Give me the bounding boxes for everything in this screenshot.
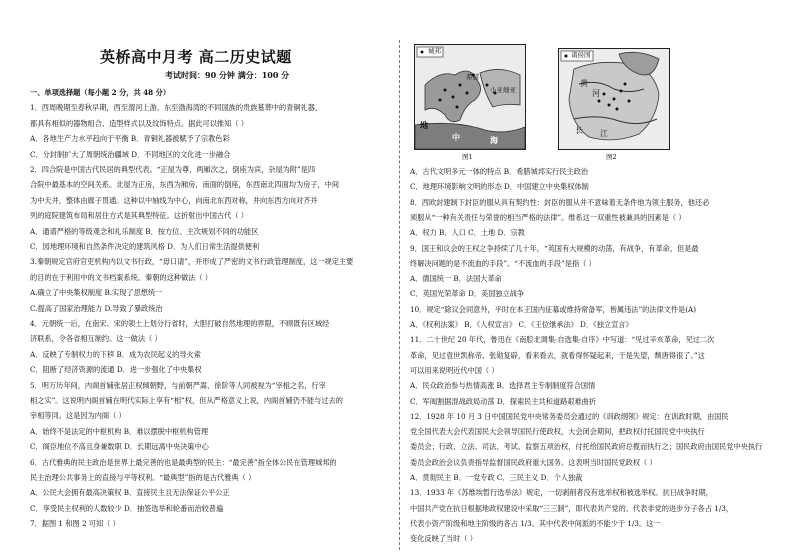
column-divider	[399, 40, 400, 550]
right-text-line: 委员会；行政、立法、司法、考试、监察五项治权，付托给国民政府总揽而执行之；国民政府由国民党中央执行	[410, 442, 763, 452]
left-text-line: C.提高了国家治理能力 D.导致了暴政统治	[30, 303, 163, 313]
right-text-line: A．贯彻民主 B．一党专政 C．三民主义 D．个人独裁	[410, 473, 583, 482]
left-text-line: 一、单项选择题（每小题 2 分，共 48 分）	[30, 88, 171, 97]
left-text-line: 3.秦朝规定官府官吏机构内以文书行政，“毋口请”，并形成了严密的文书行政管理制度，这一规定主要	[30, 257, 354, 267]
right-text-line: 代表小资产阶级和地主阶级的各占 1/3。其中代表中间派的不能少于 1/3。这一	[410, 518, 661, 528]
fig1-label-zhong: 中	[452, 132, 460, 142]
left-text-line: A．始终不是法定的中枢机构 B．难以摆脱中枢机构管理	[30, 426, 209, 436]
left-text-line: 宰相等同。这是因为内阁（ ）	[30, 411, 126, 421]
fig1-label-hai: 海	[490, 135, 498, 145]
left-text-line: C．分封制扩大了周朝统治疆域 D．不同地区的文化进一步融合	[30, 149, 231, 159]
right-text-line: A．民众政治参与热情高涨 B．选择君主专制制度符合国情	[410, 381, 596, 391]
left-text-line: A.确立了中央集权制度 B.实现了思想统一	[30, 288, 163, 298]
left-text-line: A．公民大会拥有最高决策权 B．直接民主且无法保证公平公正	[30, 488, 230, 498]
right-text-line: 9．国王和议会的王权之争持续了几十年，“英国有大规模的动荡，有战争，有革命，但是最	[410, 243, 699, 253]
fig2-caption: 图2	[606, 153, 617, 161]
city-state-map-image	[415, 45, 525, 149]
fig1-label-asia-minor: 小亚细亚	[490, 86, 516, 94]
left-text-line: 的目的在于利用中的文书档案系统。秦朝的这种做法（ ）	[30, 272, 212, 282]
left-text-line: 相之实”。这说明内阁首辅在明代实际上享有“相”权，但从严格意义上说，内阁首辅仍不能与过去的	[30, 396, 343, 405]
fig1-label-di: 地	[420, 120, 428, 130]
left-text-line: 6．古代雅典的民主政治是世界上最完善的也是最典型的民主：“最完善”指全体公民在管理城邦的	[30, 457, 337, 467]
left-text-line: 4．元朝统一后，在南宋、宋的领土上划分行省时，大胆打破自然地理的界限，不顾既有区域经	[30, 319, 330, 328]
fig1-legend: 城邦	[428, 47, 441, 55]
left-text-line: 1．西周晚期至春秋早期，西至渭河上游、东至渤海湾的不同国族的贵族墓葬中的青铜礼器，	[30, 103, 323, 113]
right-text-line: C．军阀割据混战政局动荡 D．探索民主共和道路艰难曲折	[410, 396, 597, 406]
right-text-line: 中国共产党在抗日根据地政权建设中采取“三三制”，即代表共产党的、代表非党的进步分子各占 1/3，	[410, 503, 734, 513]
fig1-label-greece: 希腊	[466, 73, 479, 81]
left-text-line: C．阁臣地位不高且身兼数职 D．长期远离中央决策中心	[30, 442, 209, 452]
right-text-line: 委员会政治会议负责指导监督国民政府重大国务。这表明当时国民党政权（ ）	[410, 457, 657, 467]
fig2-label-huang: 黄	[580, 79, 588, 88]
right-text-line: 11．二十世纪 20 年代，鲁迅在《南腔北调集·自选集·自序》中写道：“见过辛亥革命，见过二次	[410, 335, 715, 345]
right-text-line: 终解决问题的是不流血的手段”。“不流血的手段”是指（ ）	[410, 258, 596, 268]
left-text-line: C．园地理环境和自然条件决定的建筑风格 D．为人们日常生活提供便利	[30, 242, 260, 251]
left-text-line: 济联系，令各省相互制约。这一做法（ ）	[30, 334, 162, 344]
right-text-line: 8．西欧封建制下封臣的服从具有契约性：封臣的服从并不意味着无条件地为领主服务，他还必	[410, 197, 710, 207]
left-text-line: C．享受民主权利的人数较少 D．抽签选举和轮番而治较普遍	[30, 503, 224, 513]
right-text-line: A．权力 B．人口 C．土地 D．宗教	[410, 228, 525, 238]
right-text-line: A．古代文明多元一体的特点 B．希腊城邦实行民主政治	[410, 167, 589, 176]
right-text-line: 须服从“一种有关责任与荣誉的相当严格的法律”。维系这一双重性被兼具的因素是（ ）	[410, 212, 686, 222]
left-text-line: 2．四合院是中国古代民居的典型代表。“正屋为尊，两厢次之，倒座为宾，杂屋为附”是四	[30, 165, 316, 174]
fig2-label-jiang: 江	[600, 129, 608, 138]
left-text-line: 5．明万历年间，内阁首辅张居正权倾朝野，与前朝严嵩、徐阶等人同被视为“宰相之名，行宰	[30, 380, 326, 390]
right-text-line: C．地理环境影响文明的形态 D．中国建立中央集权体制	[410, 182, 589, 192]
exam-meta: 考试时间：90 分钟 满分：100 分	[165, 70, 290, 80]
right-text-line: 革命，见过袁世凯称帝、张勋复辟，看来看去，就看得怀疑起来，于是失望，颓唐得很了。”这	[410, 350, 705, 360]
left-text-line: 民主治理公共事务上的直接与平等权利。“最典型”指的是古代雅典（ ）	[30, 473, 256, 482]
left-text-line: 列的庭院建筑布局和居住方式是其典型特征。这折射出中国古代（ ）	[30, 211, 248, 221]
right-text-line: 党全国代表大会代表国民大会领导国民行使政权，大会闭会期间，把政权付托国民党中央执行	[410, 427, 705, 437]
fig2-label-chang: 长	[575, 126, 583, 135]
fig2-label-he: 河	[592, 89, 600, 98]
page-title: 英桥高中月考 高二历史试题	[100, 48, 292, 66]
left-text-line: A．通谱严格的等级观念和礼乐制度 B．按方位、主次规划不同的功能区	[30, 226, 259, 236]
right-text-line: 10．规定“除议会同意外，平时在本王国内征募或维持常备军，皆属违法”的法律文件是(A)	[410, 304, 697, 314]
fig1-caption: 图1	[462, 153, 473, 161]
left-text-line: C．阻断了经济资源的流通 D．进一步强化了中央集权	[30, 365, 202, 375]
fig2-legend: 诸侯国	[571, 51, 591, 59]
left-text-line: 都具有相似的器物组合、造型样式以及纹饰特点。据此可以推知（ ）	[30, 118, 248, 128]
right-text-line: 可以用来说明近代中国（ ）	[410, 365, 499, 375]
right-text-line: C．英国光荣革命 D．美国独立战争	[410, 289, 525, 299]
right-text-line: 变化反映了当时（ ）	[410, 534, 477, 544]
figure-1-map	[414, 44, 526, 150]
left-text-line: A．反映了专制权力的下移 B．成为农民起义的导火索	[30, 349, 201, 359]
left-text-line: 合院中最基本的空间关系。北屋为正房，东西为厢房，南面的倒座，东西南北四面均为房子，中间	[30, 180, 340, 190]
right-text-line: A．《权利法案》 B．《人权宣言》 C．《王位继承法》 D．《独立宣言》	[410, 320, 633, 329]
left-text-line: 为中天井，整体由廊子贯通。这种以中轴线为中心，向南北东西对称，并向东西方向对齐并	[30, 195, 318, 205]
right-text-line: A．德国统一 B．法国大革命	[410, 274, 502, 284]
left-text-line: A．各地生产力水平趋向于平衡 B．青铜礼器被赋予了宗教色彩	[30, 134, 230, 144]
right-text-line: 12．1928 年 10 月 3 日中国国民党中央常务委员会通过的《训政纲领》规定：在训政时期，由国民	[410, 411, 729, 421]
right-text-line: 13．1933 年《苏维埃暂行选举法》规定，一切剥削者没有选举权和被选举权。抗日战争时期，	[410, 488, 713, 498]
left-text-line: 7．据图 1 和图 2 可知（ ）	[30, 519, 120, 529]
